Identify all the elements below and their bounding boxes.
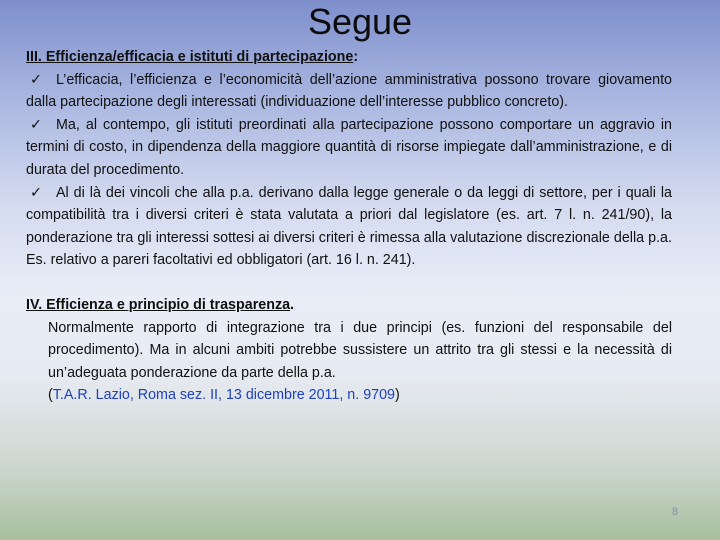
- section-4-heading-text: IV. Efficienza e principio di trasparenza: [26, 296, 291, 313]
- section-gap: [26, 272, 672, 294]
- section-3-heading-suffix: :: [353, 49, 359, 65]
- ref-close-paren: ): [395, 387, 400, 404]
- bullet-item-2: [26, 114, 672, 182]
- page-number: 8: [671, 506, 678, 518]
- bullet-item-3: [26, 182, 672, 272]
- bullet-text-3: Al di là dei vincoli che alla p.a. derivano dalla legge generale o da leggi di settore, per i quali la compatibilità tra i diversi criteri è stata valutata a priori dal legislatore (es. art. 7 l. n. 241/90), la ponderazione tra gli interessi sottesi ai diversi criteri è rimessa alla valutazione discrezionale della p.a. Es. relativo a pareri facoltativi ed obbligatori (art. 16 l. n. 241).: [26, 184, 672, 269]
- case-reference: [48, 384, 672, 407]
- slide-title: Segue: [307, 1, 413, 42]
- ref-open-paren: (: [48, 387, 53, 404]
- checkmark-icon: ✓: [26, 184, 42, 201]
- section-3-heading: [26, 46, 672, 69]
- section-4-paragraph: Normalmente rapporto di integrazione tra i due principi (es. funzioni del responsabile del procedimento). Ma in alcuni ambiti potrebbe sussistere un attrito tra gli stessi e la necessità di un’adeguata ponderazione da parte della p.a.: [48, 319, 672, 381]
- section-4-heading: [26, 294, 672, 317]
- bullet-text-1: L’efficacia, l’efficienza e l’economicità dell’azione amministrativa possono trovare giovamento dalla partecipazione degli interessati (individuazione dell’interesse pubblico concreto).: [26, 71, 672, 111]
- checkmark-icon: ✓: [26, 71, 42, 88]
- slide-content: [26, 46, 672, 407]
- section-4-heading-suffix: .: [290, 296, 295, 313]
- section-3-heading-text: III. Efficienza/efficacia e istituti di partecipazione: [26, 49, 354, 65]
- case-reference-text: T.A.R. Lazio, Roma sez. II, 13 dicembre 2011, n. 9709: [52, 387, 396, 404]
- bullet-text-2: Ma, al contempo, gli istituti preordinati alla partecipazione possono comportare un aggravio in termini di costo, in dipendenza della maggiore quantità di risorse impiegate dall’amministrazione, e di durata del procedimento.: [26, 116, 672, 178]
- checkmark-icon: ✓: [26, 116, 42, 133]
- bullet-item-1: [26, 69, 672, 114]
